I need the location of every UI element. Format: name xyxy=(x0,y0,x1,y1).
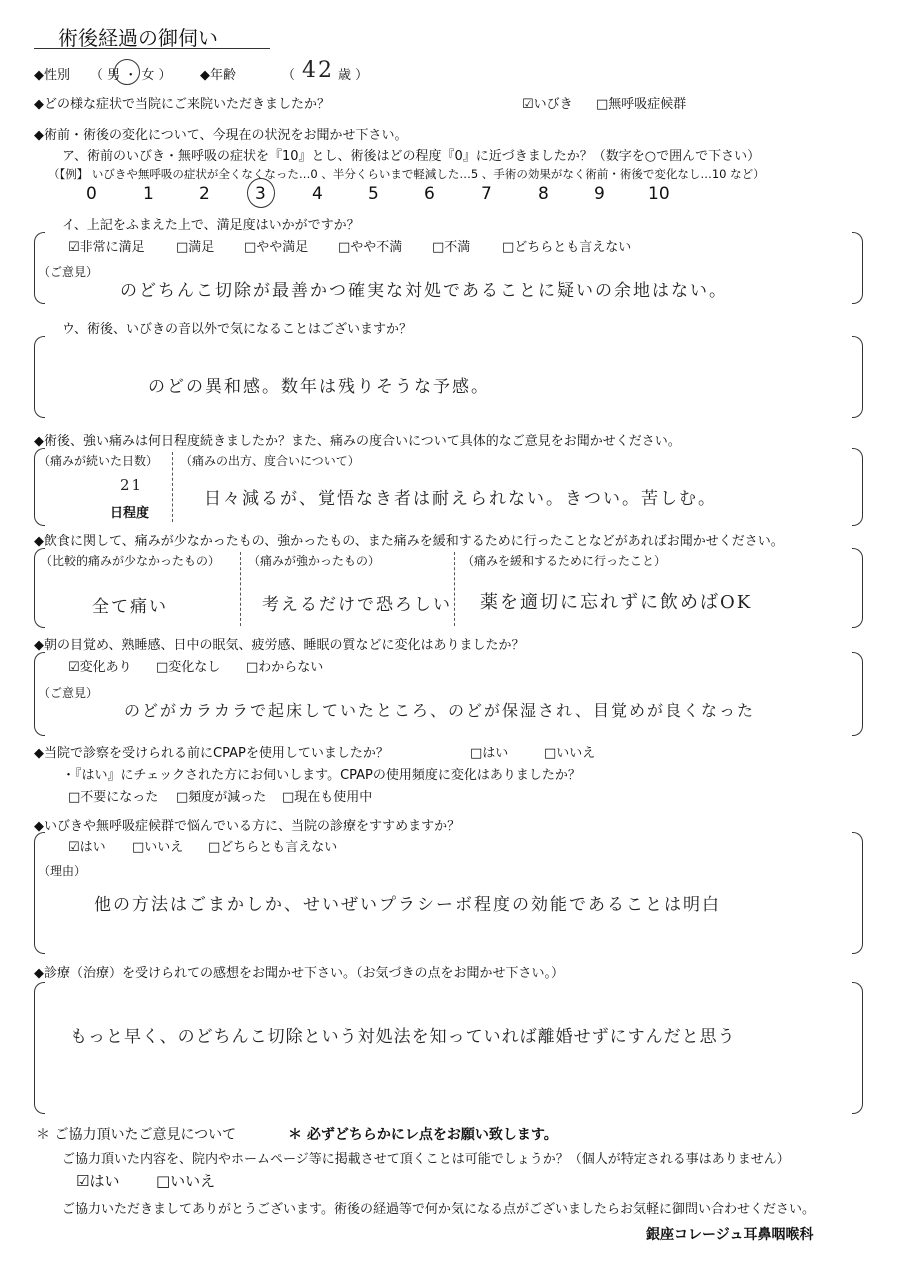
food-less[interactable]: 全て痛い xyxy=(92,597,168,617)
impression-answer[interactable]: もっと早く、のどちんこ切除という対処法を知っていれば離婚せずにすんだと思う xyxy=(70,1027,736,1047)
recommend-checkbox-1[interactable]: ☑はい xyxy=(68,840,106,855)
footer-consent-yes[interactable]: ☑はい xyxy=(76,1172,120,1190)
gender-options[interactable]: （ 男 ・ 女 ） xyxy=(90,68,172,83)
morning-checkbox-2[interactable]: □変化なし xyxy=(156,660,221,675)
footer-consent-question: ご協力頂いた内容を、院内やホームページ等に掲載させて頂くことは可能でしょうか？（個人が特定される事はありません） xyxy=(62,1152,790,1167)
cpap-question: ◆当院で診察を受けられる前にCPAPを使用していましたか？ xyxy=(34,746,389,761)
food-bracket-right xyxy=(852,548,863,628)
pain-days-value[interactable]: 21 xyxy=(120,476,144,494)
other-question: ウ、術後、いびきの音以外で気になることはございますか？ xyxy=(62,322,412,337)
footer-note-right: ＊ 必ずどちらかにレ点をお願い致します。 xyxy=(288,1127,558,1143)
other-bracket-right xyxy=(852,336,863,418)
satisfaction-opinion[interactable]: のどちんこ切除が最善かつ確実な対処であることに疑いの余地はない。 xyxy=(120,281,728,301)
recommend-bracket-left xyxy=(34,832,45,954)
title-underline xyxy=(34,48,270,49)
change-header: ◆術前・術後の変化について、今現在の状況をお聞かせ下さい。 xyxy=(34,128,408,143)
scale-number-2[interactable]: 2 xyxy=(199,184,210,204)
scale-number-6[interactable]: 6 xyxy=(424,184,435,204)
age-prefix: （ xyxy=(282,68,296,83)
footer-note-left: ＊ ご協力頂いたご意見について xyxy=(36,1127,237,1143)
age-label: ◆年齢 xyxy=(200,68,236,83)
symptom-question: ◆どの様な症状で当院にご来院いただきましたか？ xyxy=(34,97,330,112)
page-title: 術後経過の御伺い xyxy=(58,26,218,50)
satisfaction-checkbox-1[interactable]: ☑非常に満足 xyxy=(68,240,145,255)
morning-checkbox-1[interactable]: ☑変化あり xyxy=(68,660,132,675)
pain-days-unit: 日程度 xyxy=(110,506,150,521)
cpap-sub-checkbox-1[interactable]: □不要になった xyxy=(68,790,159,805)
scale-number-10[interactable]: 10 xyxy=(648,184,670,204)
change-a-question: ア、術前のいびき・無呼吸の症状を『10』とし、術後はどの程度『0』に近づきましたか？（数字を○で囲んで下さい） xyxy=(62,149,761,164)
recommend-checkbox-2[interactable]: □いいえ xyxy=(132,840,184,855)
age-suffix: 歳 ） xyxy=(338,68,369,83)
other-bracket-left xyxy=(34,336,45,418)
satisfaction-checkbox-5[interactable]: □不満 xyxy=(432,240,471,255)
scale-number-7[interactable]: 7 xyxy=(481,184,492,204)
impression-bracket-left xyxy=(34,982,45,1114)
recommend-reason[interactable]: 他の方法はごまかしか、せいぜいプラシーボ程度の効能であることは明白 xyxy=(94,895,721,915)
cpap-sub-question: ・『はい』にチェックされた方にお伺いします。CPAPの使用頻度に変化はありましたか？ xyxy=(62,768,581,783)
scale-number-0[interactable]: 0 xyxy=(86,184,97,204)
footer-consent-no[interactable]: □いいえ xyxy=(156,1172,216,1190)
recommend-bracket-right xyxy=(852,832,863,954)
age-value[interactable]: 42 xyxy=(302,58,334,83)
satisfaction-checkbox-4[interactable]: □やや不満 xyxy=(338,240,403,255)
morning-opinion[interactable]: のどがカラカラで起床していたところ、のどが保湿され、目覚めが良くなった xyxy=(124,701,755,720)
scale-number-5[interactable]: 5 xyxy=(368,184,379,204)
pain-days-label: （痛みが続いた日数） xyxy=(38,454,159,468)
gender-circle-mark xyxy=(114,59,140,85)
food-strong[interactable]: 考えるだけで恐ろしい xyxy=(262,595,452,615)
change-example: （【例】 いびきや無呼吸の症状が全くなくなった…0 、半分くらいまで軽減した…5 、手術の効果がなく術前・術後で変化なし…10 など） xyxy=(48,167,765,181)
scale-number-1[interactable]: 1 xyxy=(143,184,154,204)
pain-degree-label: （痛みの出方、度合いについて） xyxy=(180,454,360,468)
cpap-sub-checkbox-2[interactable]: □頻度が減った xyxy=(176,790,267,805)
food-relief-label: （痛みを緩和するために行ったこと） xyxy=(462,554,667,568)
scale-number-4[interactable]: 4 xyxy=(312,184,323,204)
other-answer[interactable]: のどの異和感。数年は残りそうな予感。 xyxy=(148,377,490,397)
food-divider-2 xyxy=(454,552,455,626)
gender-label: ◆性別 xyxy=(34,68,70,83)
food-strong-label: （痛みが強かったもの） xyxy=(248,554,381,568)
morning-opinion-label: （ご意見） xyxy=(38,686,99,700)
morning-checkbox-3[interactable]: □わからない xyxy=(246,660,324,675)
symptom-snore-checkbox[interactable]: ☑いびき xyxy=(522,97,573,112)
cpap-yes-checkbox[interactable]: □はい xyxy=(470,746,509,761)
recommend-checkbox-3[interactable]: □どちらとも言えない xyxy=(208,840,338,855)
symptom-apnea-checkbox[interactable]: □無呼吸症候群 xyxy=(596,97,687,112)
satisfaction-checkbox-3[interactable]: □やや満足 xyxy=(244,240,309,255)
cpap-sub-checkbox-3[interactable]: □現在も使用中 xyxy=(282,790,373,805)
impression-question: ◆診療（治療）を受けられての感想をお聞かせ下さい。（お気づきの点をお聞かせ下さい。） xyxy=(34,966,564,981)
clinic-name: 銀座コレージュ耳鼻咽喉科 xyxy=(646,1227,814,1243)
pain-degree[interactable]: 日々減るが、覚悟なき者は耐えられない。きつい。苦しむ。 xyxy=(204,489,717,509)
food-less-label: （比較的痛みが少なかったもの） xyxy=(40,554,221,568)
satisfaction-checkbox-2[interactable]: □満足 xyxy=(176,240,215,255)
scale-selected-circle xyxy=(247,178,275,208)
impression-bracket-right xyxy=(852,982,863,1114)
food-question: ◆飲食に関して、痛みが少なかったもの、強かったもの、また痛みを緩和するために行ったことなどがあればお聞かせください。 xyxy=(34,534,784,549)
satisfaction-opinion-label: （ご意見） xyxy=(38,265,99,279)
food-relief[interactable]: 薬を適切に忘れずに飲めばOK xyxy=(480,592,753,613)
cpap-no-checkbox[interactable]: □いいえ xyxy=(544,746,596,761)
satisfaction-checkbox-6[interactable]: □どちらとも言えない xyxy=(502,240,632,255)
pain-question: ◆術後、強い痛みは何日程度続きましたか？また、痛みの度合いについて具体的なご意見をお聞かせください。 xyxy=(34,434,681,449)
recommend-question: ◆いびきや無呼吸症候群で悩んでいる方に、当院の診療をすすめますか？ xyxy=(34,819,461,834)
footer-thanks: ご協力いただきましてありがとうございます。術後の経過等で何か気になる点がございましたらお気軽に御問い合わせください。 xyxy=(62,1202,815,1217)
morning-question: ◆朝の目覚め、熟睡感、日中の眠気、疲労感、睡眠の質などに変化はありましたか？ xyxy=(34,638,525,653)
scale-number-8[interactable]: 8 xyxy=(538,184,549,204)
satisfaction-question: イ、上記をふまえた上で、満足度はいかがですか？ xyxy=(62,218,360,233)
morning-bracket-right xyxy=(852,652,863,736)
recommend-reason-label: （理由） xyxy=(38,864,87,878)
food-divider-1 xyxy=(240,552,241,626)
pain-divider xyxy=(172,452,173,522)
pain-bracket-right xyxy=(852,448,863,526)
scale-number-3[interactable]: 3 xyxy=(255,184,266,204)
satisfaction-bracket-right xyxy=(852,232,863,304)
scale-number-9[interactable]: 9 xyxy=(594,184,605,204)
